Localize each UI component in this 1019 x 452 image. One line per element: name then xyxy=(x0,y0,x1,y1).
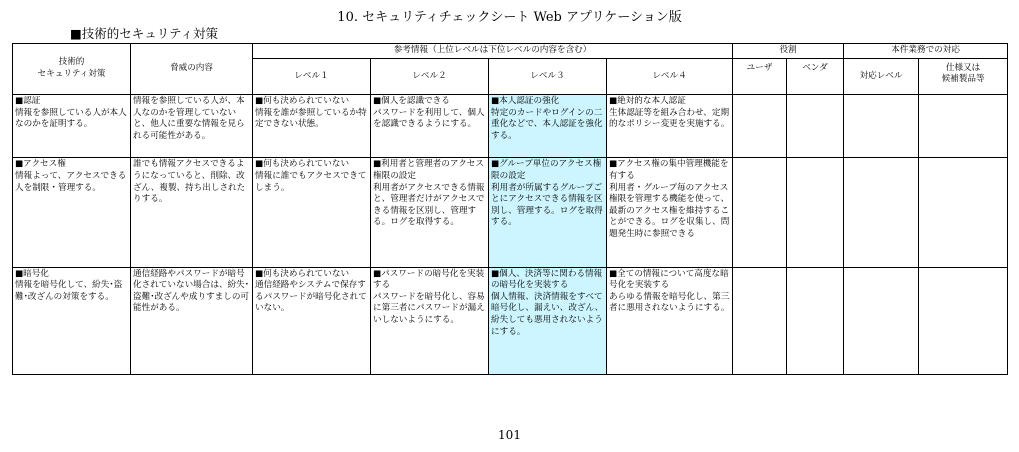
threat-cell: 情報を参照している人が、本人なのかを管理していないと、他人に重要な情報を見られる可能性がある。 xyxy=(131,95,253,158)
vendor-cell[interactable] xyxy=(787,95,844,158)
level-title: ■絶対的な本人認証 xyxy=(609,96,686,107)
level-body: パスワードを暗号化し、容易に第三者にパスワードが漏えいしないようにする。 xyxy=(373,291,485,326)
table-row xyxy=(13,267,1008,374)
header-spec-products: 仕様又は 候補製品等 xyxy=(919,59,1008,95)
measure-title: ■アクセス権 xyxy=(15,159,66,170)
measure-title: ■認証 xyxy=(15,96,41,107)
threat-cell: 通信経路やパスワードが暗号化されていない場合は、紛失･盗難･改ざんや成りすましの可能性がある。 xyxy=(131,267,253,374)
level-2-cell xyxy=(371,95,489,158)
level-body: 利用者・グループ毎のアクセス権限を管理する機能を使って、最新のアクセス権を維持することができる。ログを収集し、問題発生時に参照できる xyxy=(609,182,730,239)
level-1-cell xyxy=(253,267,371,374)
measure-title: ■暗号化 xyxy=(15,268,49,279)
measure-cell xyxy=(13,267,131,374)
response-level-cell[interactable] xyxy=(844,267,919,374)
level-body: 個人情報、決済情報をすべて暗号化し、漏えい、改ざん、紛失しても悪用されないようにする。 xyxy=(491,291,604,337)
user-cell[interactable] xyxy=(733,95,787,158)
level-body: 生体認証等を組み合わせ、定期的なポリシー変更を実施する。 xyxy=(609,107,730,130)
measure-cell xyxy=(13,95,131,158)
level-body: 情報に誰でもアクセスできてしまう。 xyxy=(255,170,367,193)
level-4-cell xyxy=(607,95,733,158)
header-user: ユーザ xyxy=(733,59,787,95)
header-vendor: ベンダ xyxy=(787,59,844,95)
threat-cell: 誰でも情報アクセスできるようになっていると、削除、改ざん、複製、持ち出しされたりする。 xyxy=(131,158,253,267)
level-3-cell xyxy=(489,158,607,267)
level-3-cell xyxy=(489,95,607,158)
spec-products-cell[interactable] xyxy=(919,158,1008,267)
level-title: ■何も決められていない xyxy=(255,268,350,279)
spec-products-cell[interactable] xyxy=(919,267,1008,374)
level-title: ■アクセス権の集中管理機能を有する xyxy=(609,159,729,181)
header-level-1: レベル１ xyxy=(253,59,371,95)
header-threat: 脅威の内容 xyxy=(131,44,253,95)
header-level-2: レベル２ xyxy=(371,59,489,95)
header-reference: 参考情報（上位レベルは下位レベルの内容を含む） xyxy=(253,44,733,59)
level-body: 利用者がアクセスできる情報と、管理者だけがアクセスできる情報を区別し、管理する。ログを取得する。 xyxy=(373,182,485,228)
vendor-cell[interactable] xyxy=(787,267,844,374)
header-project: 本件業務での対応 xyxy=(844,44,1008,59)
header-level-3: レベル３ xyxy=(489,59,607,95)
header-role: 役割 xyxy=(733,44,844,59)
level-title: ■個人、決済等に関わる情報の暗号化を実装する xyxy=(491,268,603,291)
level-title: ■利用者と管理者のアクセス権限の設定 xyxy=(373,159,484,181)
level-2-cell xyxy=(371,267,489,374)
level-title: ■何も決められていない xyxy=(255,96,350,107)
user-cell[interactable] xyxy=(733,267,787,374)
table-row xyxy=(13,158,1008,267)
response-level-cell[interactable] xyxy=(844,95,919,158)
level-title: ■グループ単位のアクセス権限の設定 xyxy=(491,159,602,181)
level-title: ■何も決められていない xyxy=(255,159,350,170)
response-level-cell[interactable] xyxy=(844,158,919,267)
level-3-cell xyxy=(489,267,607,374)
level-1-cell xyxy=(253,95,371,158)
header-level-4: レベル４ xyxy=(607,59,733,95)
spec-products-cell[interactable] xyxy=(919,95,1008,158)
vendor-cell[interactable] xyxy=(787,158,844,267)
level-body: 特定のカードやログインの二重化などで、本人認証を強化する。 xyxy=(491,107,603,141)
measure-body: 情報を参照している人が本人なのかを証明する。 xyxy=(15,107,127,130)
measure-cell xyxy=(13,158,131,267)
header-measure: 技術的 セキュリティ対策 xyxy=(13,44,131,95)
level-4-cell xyxy=(607,267,733,374)
level-body: あらゆる情報を暗号化し、第三者に悪用されないようにする。 xyxy=(609,291,730,314)
user-cell[interactable] xyxy=(733,158,787,267)
measure-body: 情報を暗号化して、紛失･盗難･改ざんの対策をする。 xyxy=(15,280,123,302)
level-title: ■個人を認識できる xyxy=(373,96,450,107)
level-body: パスワードを利用して、個人を認識できるようにする。 xyxy=(373,107,485,130)
measure-body: 情報よって、アクセスできる人を制限・管理する。 xyxy=(15,170,127,193)
table-row xyxy=(13,95,1008,158)
level-1-cell xyxy=(253,158,371,267)
security-checklist-table xyxy=(12,43,1008,375)
header-response-level: 対応レベル xyxy=(844,59,919,95)
page-number: 101 xyxy=(498,428,521,442)
document-title: 10. セキュリティチェックシート Web アプリケーション版 xyxy=(337,10,682,25)
level-title: ■全ての情報について高度な暗号化を実装する xyxy=(609,268,729,291)
level-4-cell xyxy=(607,158,733,267)
level-2-cell xyxy=(371,158,489,267)
level-title: ■本人認証の強化 xyxy=(491,96,560,107)
level-title: ■パスワードの暗号化を実装する xyxy=(373,268,485,291)
level-body: 情報を誰が参照しているか特定できない状態。 xyxy=(255,107,367,130)
section-title: ■技術的セキュリティ対策 xyxy=(70,26,219,41)
level-body: 利用者が所属するグループごとにアクセスできる情報を区別し、管理する。ログを取得する。 xyxy=(491,182,603,228)
level-body: 通信経路やシステムで保存するパスワードが暗号化されていない。 xyxy=(255,280,367,314)
